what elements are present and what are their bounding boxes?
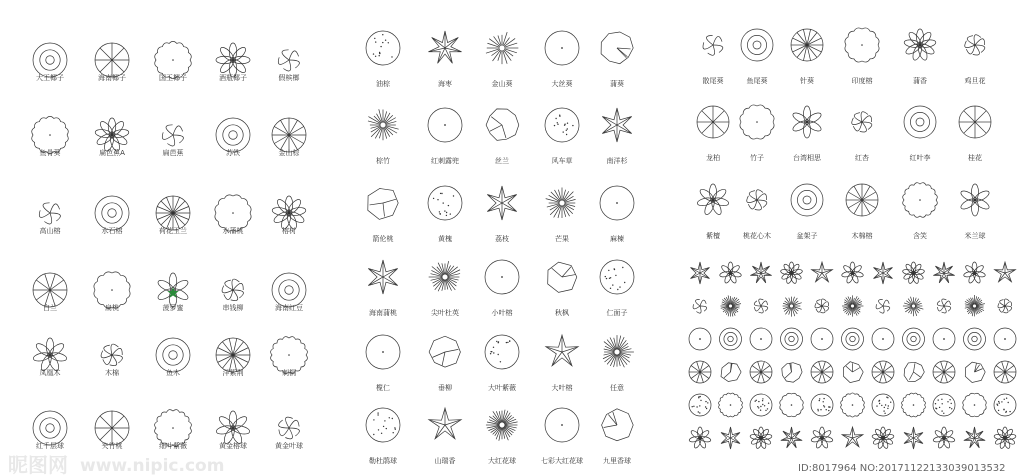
plant-label: 油棕 (376, 80, 390, 88)
plant-label: 水蒲桃 (222, 227, 244, 235)
plant-label: 南洋杉 (606, 157, 628, 165)
plant-symbol-panel_c-2-3 (846, 184, 878, 216)
plant-label: 芒果 (555, 235, 569, 243)
plant-label: 红刺露兜 (431, 157, 459, 165)
plant-label: 尖叶杜英 (431, 309, 459, 317)
plant-label: 九里香球 (603, 457, 631, 465)
plant-label: 金山棕 (278, 149, 300, 157)
plant-symbol-panel_a-0-1 (95, 43, 129, 77)
plant-label: 榄仁 (376, 384, 390, 392)
plant-label: 紫檀 (706, 232, 720, 240)
plant-label: 苏铁 (226, 149, 240, 157)
watermark-logo: 昵图网 (8, 453, 68, 475)
plant-label: 针葵 (800, 77, 814, 85)
plant-label: 夹竹桃 (101, 442, 123, 450)
plant-label: 白兰 (43, 304, 57, 312)
plant-label: 红叶李 (909, 154, 931, 162)
watermark-id: ID:8017964 NO:20171122133039013532 (798, 463, 1006, 474)
plant-label: 国王椰子 (159, 74, 187, 82)
plant-label: 金山葵 (491, 80, 513, 88)
plant-label: 风车草 (551, 157, 573, 165)
plant-label: 任意 (610, 384, 624, 392)
plant-label: 海枣 (438, 80, 452, 88)
plant-label: 龙柏 (706, 154, 720, 162)
plant-label: 勒杜鹃球 (369, 457, 397, 465)
plant-label: 荔枝 (495, 235, 509, 243)
plant-label: 竹子 (750, 154, 764, 162)
plant-label: 木棉 (105, 369, 119, 377)
plant-label: 蒲葵 (610, 80, 624, 88)
plant-label: 印度榕 (851, 77, 873, 85)
plant-label: 米兰球 (964, 232, 986, 240)
plant-label: 洋紫荆 (222, 369, 244, 377)
plant-label: 黄金榕球 (219, 442, 247, 450)
watermark-url: www.nipic.com (80, 456, 225, 475)
plant-label: 垂柳 (438, 384, 452, 392)
plant-label: 鸡旦花 (964, 77, 986, 85)
plant-label: 海南椰子 (98, 74, 126, 82)
plant-label: 假槟榔 (278, 74, 300, 82)
plant-label: 扁桃 (105, 304, 119, 312)
plant-label: 高山榕 (39, 227, 61, 235)
plant-label: 箭伦桃 (372, 235, 394, 243)
plant-label: 海南蒲桃 (369, 309, 397, 317)
plant-label: 扁芭蕉 (162, 149, 184, 157)
plant-symbol-panel_a-2-2 (156, 196, 190, 230)
plant-symbol-panel_a-5-1 (95, 411, 129, 445)
plant-label: 丝兰 (495, 157, 509, 165)
plant-label: 大王椰子 (36, 74, 64, 82)
plant-label: 海南红豆 (275, 304, 303, 312)
plant-label: 刺桐 (282, 369, 296, 377)
plant-label: 鱼尾葵 (746, 77, 768, 85)
plant-label: 鱼木 (166, 369, 180, 377)
plant-label: 大叶紫薇 (488, 384, 516, 392)
plant-label: 秋枫 (555, 309, 569, 317)
plant-label: 七彩大红花球 (541, 457, 583, 465)
plant-label: 扁芭蕉A (99, 149, 125, 157)
plant-label: 荷花玉兰 (159, 227, 187, 235)
plant-label: 黄金叶球 (275, 442, 303, 450)
plant-label: 红千层球 (36, 442, 64, 450)
plant-label: 仁面子 (606, 309, 628, 317)
plant-label: 黄槐 (438, 235, 452, 243)
plant-symbol-panel_c-1-0 (697, 106, 729, 138)
plant-label: 棕竹 (376, 157, 390, 165)
plant-label: 桃花心木 (743, 232, 771, 240)
plant-label: 细叶紫薇 (159, 442, 187, 450)
plant-label: 酒瓶椰子 (219, 74, 247, 82)
plant-label: 串钱柳 (222, 304, 244, 312)
plant-label: 凤凰木 (39, 369, 61, 377)
plant-symbol-panel_c-1-5 (959, 106, 991, 138)
plant-label: 大叶榕 (551, 384, 573, 392)
plant-label: 台湾相思 (793, 154, 821, 162)
plant-label: 桂花 (968, 154, 982, 162)
plant-label: 菠萝蜜 (162, 304, 184, 312)
plant-label: 木棉榕 (851, 232, 873, 240)
plant-symbol-panel_a-1-4 (272, 118, 306, 152)
plant-label: 盆架子 (796, 232, 818, 240)
plant-label: 榕树 (282, 227, 296, 235)
plant-label: 大丝葵 (551, 80, 573, 88)
plant-label: 小叶榕 (491, 309, 513, 317)
plant-label: 散尾葵 (702, 77, 724, 85)
plant-label: 水石榕 (101, 227, 123, 235)
plant-label: 大红花球 (488, 457, 516, 465)
plant-label: 麻楝 (610, 235, 624, 243)
plant-label: 红杏 (855, 154, 869, 162)
plant-label: 鱼骨葵 (39, 149, 61, 157)
plant-label: 蒲香 (913, 77, 927, 85)
plant-label: 含笑 (913, 232, 927, 240)
plant-label: 山瑞香 (434, 457, 456, 465)
